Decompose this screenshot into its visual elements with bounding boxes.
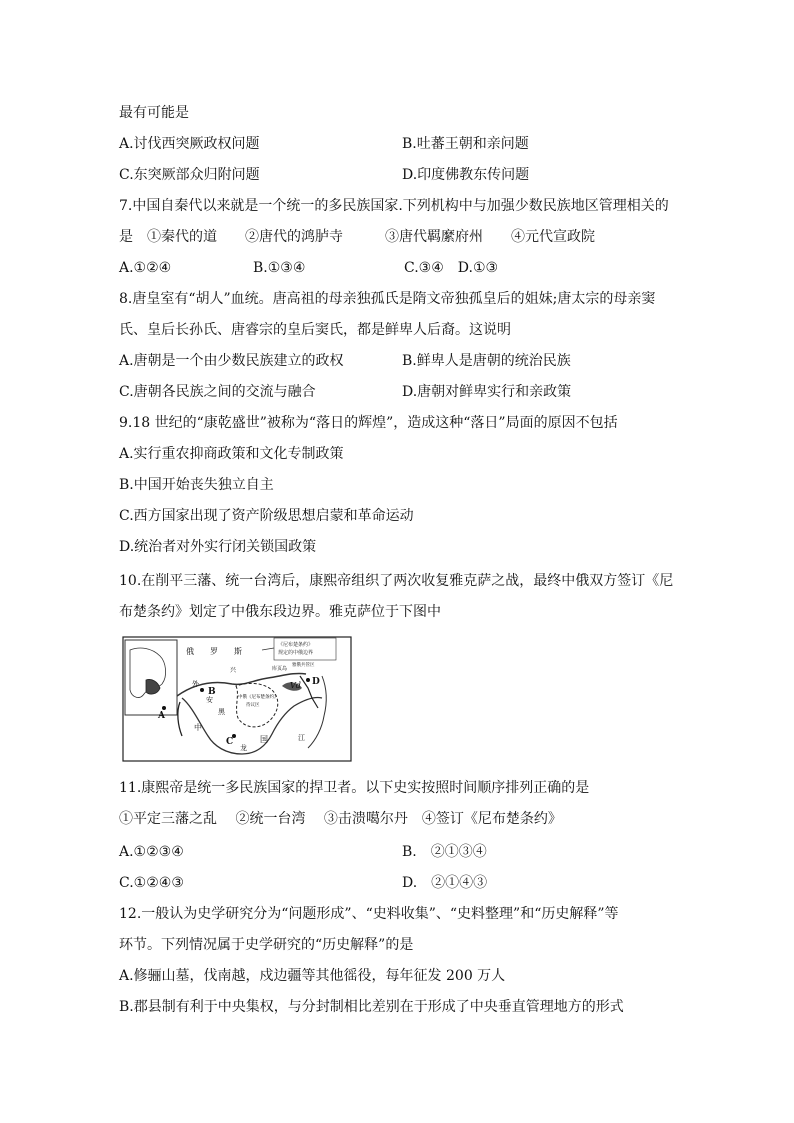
option-a: A.修骊山墓，伐南越，戍边疆等其他徭役，每年征发 200 万人 <box>119 968 506 984</box>
question-8: 8.唐皇室有“胡人”血统。唐高祖的母亲独孤氏是隋文帝独孤皇后的姐妹;唐太宗的母亲窦 <box>119 291 656 307</box>
question-7: 7.中国自秦代以来就是一个统一的多民族国家.下列机构中与加强少数民族地区管理相关的 <box>119 198 669 214</box>
range-label: 外 <box>192 680 199 688</box>
option-a: A.唐朝是一个由少数民族建立的政权 <box>119 353 344 369</box>
option-a: A.讨伐西突厥政权问题 <box>119 136 260 152</box>
marker-b: B <box>208 687 216 697</box>
island-label: 库页岛 <box>272 666 288 672</box>
option-b: B.郡县制有利于中央集权，与分封制相比差别在于形成了中央垂直管理地方的形式 <box>119 999 624 1015</box>
zone-label-2: 待议区 <box>246 703 260 708</box>
option-b: B.中国开始丧失独立自主 <box>119 477 274 493</box>
historical-map <box>122 636 352 762</box>
country-label-china-1: 中 <box>194 723 202 732</box>
question-12-cont: 环节。下列情况属于史学研究的“历史解释”的是 <box>119 937 414 953</box>
option-c: C.东突厥部众归附问题 <box>119 167 260 183</box>
question-7-items: 是 ①秦代的道 ②唐代的鸿胪寺 ③唐代羁縻府州 ④元代宣政院 <box>119 229 595 245</box>
question-8-cont: 氏、皇后长孙氏、唐睿宗的皇后窦氏，都是鲜卑人后裔。这说明 <box>119 322 511 338</box>
option-c: C.西方国家出现了资产阶级思想启蒙和革命运动 <box>119 508 414 524</box>
option-b: B.吐蕃王朝和亲问题 <box>402 136 529 152</box>
option-c: C.唐朝各民族之间的交流与融合 <box>119 384 316 400</box>
option-b: B.鲜卑人是唐朝的统治民族 <box>402 353 571 369</box>
question-11: 11.康熙帝是统一多民族国家的捍卫者。以下史实按照时间顺序排列正确的是 <box>119 780 590 796</box>
river-label-3: 江 <box>298 734 305 742</box>
option-d: D. ②①④③ <box>402 875 488 891</box>
question-9: 9.18 世纪的“康乾盛世”被称为“落日的辉煌”，造成这种“落日”局面的原因不包括 <box>119 415 618 431</box>
option-cd: C.③④ D.①③ <box>404 260 499 276</box>
question-12: 12.一般认为史学研究分为“问题形成”、“史料收集”、“史料整理”和“历史解释”等 <box>119 906 619 922</box>
point-a <box>162 706 166 710</box>
map-stamp: Vd <box>290 681 301 690</box>
marker-d: D <box>312 677 320 687</box>
option-c: C.①②④③ <box>119 875 184 891</box>
range-label-2: 兴 <box>230 667 237 674</box>
point-c <box>232 734 236 738</box>
option-d: D.印度佛教东传问题 <box>402 167 530 183</box>
option-b: B. ②①③④ <box>402 844 487 860</box>
option-a: A.实行重农抑商政策和文化专制政策 <box>119 446 344 462</box>
option-b: B.①③④ <box>253 260 306 276</box>
marker-a: A <box>158 711 165 721</box>
option-d: D.唐朝对鲜卑实行和亲政策 <box>402 384 572 400</box>
zone-label: 中俄《尼布楚条约》 <box>238 695 279 700</box>
range-label-3: 安 <box>206 696 213 704</box>
question-11-items: ①平定三藩之乱 ②统一台湾 ③击溃噶尔丹 ④签订《尼布楚条约》 <box>119 811 562 827</box>
country-label-russia: 俄 罗 斯 <box>186 647 242 656</box>
point-b <box>200 688 204 692</box>
legend-2: 规定的中俄边界 <box>278 650 314 656</box>
option-a: A.①②④ <box>119 260 172 276</box>
text-line: 最有可能是 <box>119 105 189 121</box>
river-label-2: 龙 <box>240 744 247 752</box>
country-label-china-2: 国 <box>260 735 268 744</box>
legend-3: 雅俄共管区 <box>292 663 315 668</box>
legend-1: 《尼布楚条约》 <box>278 642 314 648</box>
option-a: A.①②③④ <box>119 844 184 860</box>
option-d: D.统治者对外实行闭关锁国政策 <box>119 539 317 555</box>
river-label: 黑 <box>218 708 225 716</box>
question-10-cont: 布楚条约》划定了中俄东段边界。雅克萨位于下图中 <box>119 604 441 620</box>
point-d <box>306 678 310 682</box>
question-10: 10.在削平三藩、统一台湾后，康熙帝组织了两次收复雅克萨之战，最终中俄双方签订《尼 <box>119 573 674 589</box>
marker-c: C <box>226 737 234 747</box>
